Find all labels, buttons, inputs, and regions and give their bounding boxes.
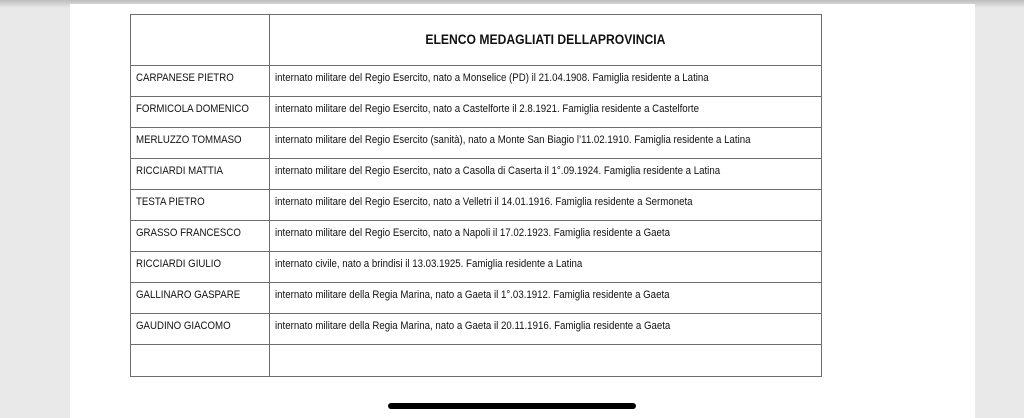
name-cell xyxy=(131,221,270,252)
table-row xyxy=(131,190,822,221)
table-row xyxy=(131,97,822,128)
table-row xyxy=(131,252,822,283)
person-name: CARPANESE PIETRO xyxy=(136,72,234,84)
table-header-row xyxy=(131,15,822,66)
medal-table xyxy=(130,14,822,377)
table-row xyxy=(131,159,822,190)
description-cell xyxy=(270,221,821,252)
empty-cell xyxy=(270,345,821,377)
person-description: internato militare del Regio Esercito (sanità), nato a Monte San Biagio l’11.02.1910. Famiglia residente a Latina xyxy=(275,134,751,146)
table-title: ELENCO MEDAGLIATI DELLAPROVINCIA xyxy=(425,32,666,47)
table-row xyxy=(131,221,822,252)
person-description: internato militare del Regio Esercito, nato a Casolla di Caserta il 1°.09.1924. Famiglia residente a Latina xyxy=(275,165,721,177)
description-cell xyxy=(270,128,821,159)
description-cell xyxy=(270,252,821,283)
empty-cell xyxy=(131,345,270,377)
description-cell xyxy=(270,159,821,190)
name-cell xyxy=(131,128,270,159)
description-cell xyxy=(270,97,821,128)
table-row xyxy=(131,66,822,97)
person-description: internato militare del Regio Esercito, nato a Velletri il 14.01.1916. Famiglia residente a Sermoneta xyxy=(275,196,693,208)
name-cell xyxy=(131,283,270,314)
table-row xyxy=(131,314,822,345)
empty-row xyxy=(131,345,822,377)
header-title-cell xyxy=(270,15,821,66)
name-cell xyxy=(131,66,270,97)
description-cell xyxy=(270,66,821,97)
name-cell xyxy=(131,252,270,283)
person-description: internato militare della Regia Marina, nato a Gaeta il 20.11.1916. Famiglia residente a Gaeta xyxy=(275,320,671,332)
description-cell xyxy=(270,283,821,314)
person-name: RICCIARDI GIULIO xyxy=(136,258,221,270)
person-name: MERLUZZO TOMMASO xyxy=(136,134,242,146)
person-description: internato militare del Regio Esercito, nato a Castelforte il 2.8.1921. Famiglia residente a Castelforte xyxy=(275,103,700,115)
table-row xyxy=(131,283,822,314)
header-empty-cell xyxy=(131,15,270,66)
description-cell xyxy=(270,314,821,345)
name-cell xyxy=(131,314,270,345)
table-row xyxy=(131,128,822,159)
person-name: GRASSO FRANCESCO xyxy=(136,227,241,239)
name-cell xyxy=(131,190,270,221)
home-indicator[interactable] xyxy=(388,403,636,409)
person-name: FORMICOLA DOMENICO xyxy=(136,103,249,115)
person-name: TESTA PIETRO xyxy=(136,196,205,208)
person-name: RICCIARDI MATTIA xyxy=(136,165,223,177)
description-cell xyxy=(270,190,821,221)
name-cell xyxy=(131,97,270,128)
person-description: internato militare del Regio Esercito, nato a Napoli il 17.02.1923. Famiglia residente a Gaeta xyxy=(275,227,671,239)
name-cell xyxy=(131,159,270,190)
person-name: GAUDINO GIACOMO xyxy=(136,320,231,332)
person-description: internato militare della Regia Marina, nato a Gaeta il 1°.03.1912. Famiglia residente a Gaeta xyxy=(275,289,670,301)
person-description: internato militare del Regio Esercito, nato a Monselice (PD) il 21.04.1908. Famiglia residente a Latina xyxy=(275,72,710,84)
person-name: GALLINARO GASPARE xyxy=(136,289,241,301)
person-description: internato civile, nato a brindisi il 13.03.1925. Famiglia residente a Latina xyxy=(275,258,583,270)
